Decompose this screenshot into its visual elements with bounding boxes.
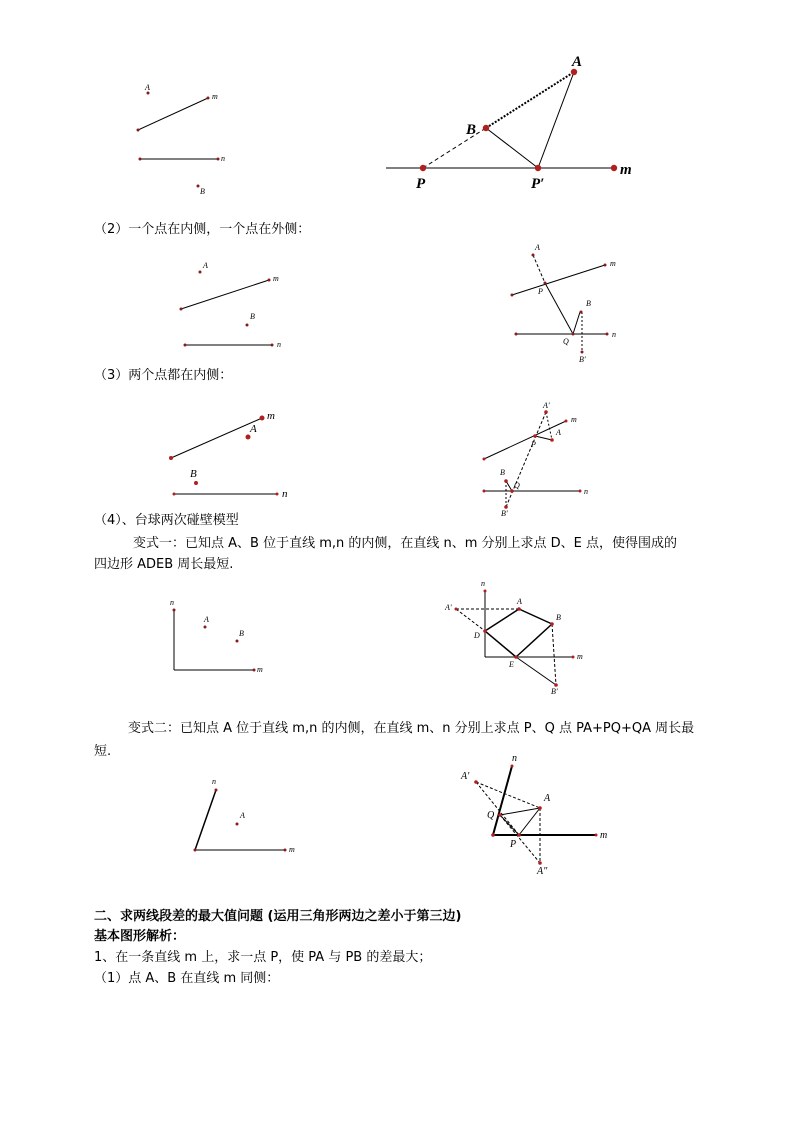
label-n: n xyxy=(282,488,288,500)
question-1: 1、在一条直线 m 上，求一点 P，使 PA 与 PB 的差最大； xyxy=(94,950,432,965)
label-A: A xyxy=(203,261,208,270)
label-P-prime: P′ xyxy=(531,176,545,192)
label-B: B xyxy=(556,613,561,622)
label-Q: Q xyxy=(487,810,495,821)
label-m: m xyxy=(600,830,608,841)
label-m: m xyxy=(212,92,218,101)
label-m: m xyxy=(273,274,279,283)
variant-2-line-2: 短. xyxy=(94,744,112,759)
label-P: P xyxy=(538,287,543,296)
label-B: B xyxy=(200,187,205,196)
label-A: A xyxy=(535,243,540,252)
label-m: m xyxy=(610,259,616,268)
label-P: P xyxy=(510,839,517,850)
label-m: m xyxy=(267,410,275,422)
figure-1-right xyxy=(386,72,614,168)
label-B: B xyxy=(239,629,244,638)
figure-1-left xyxy=(138,98,218,159)
label-m: m xyxy=(289,845,295,854)
label-A: A xyxy=(145,83,150,92)
label-Q: Q xyxy=(514,481,520,490)
variant-2-line-1: 变式二：已知点 A 位于直线 m,n 的内侧，在直线 m、n 分别上求点 P、Q 点 PA+PQ+QA 周长最 xyxy=(128,721,695,736)
label-D: D xyxy=(474,631,480,640)
label-B-prime: B' xyxy=(579,355,586,364)
label-m: m xyxy=(571,415,577,424)
label-A: A xyxy=(544,793,551,804)
case-3-heading: （3）两个点都在内侧： xyxy=(94,368,233,383)
label-E: E xyxy=(509,660,514,669)
label-n: n xyxy=(212,777,216,786)
label-A: A xyxy=(204,615,209,624)
label-n: n xyxy=(584,487,588,496)
section-2-title: 二、求两线段差的最大值问题 (运用三角形两边之差小于第三边) xyxy=(94,909,462,924)
variant-1-line-2: 四边形 ADEB 周长最短. xyxy=(94,557,234,572)
label-P: P xyxy=(416,176,426,192)
label-B: B xyxy=(500,468,505,477)
label-A-double-prime: A" xyxy=(537,866,548,877)
question-1-case-1: （1）点 A、B 在直线 m 同侧： xyxy=(94,971,280,986)
label-A: A xyxy=(572,54,583,70)
label-B-prime: B' xyxy=(551,687,558,696)
label-A: A xyxy=(556,428,561,437)
label-n: n xyxy=(221,154,225,163)
label-B: B xyxy=(586,299,591,308)
label-n: n xyxy=(612,330,616,339)
label-A-prime: A' xyxy=(543,401,550,410)
basic-analysis-heading: 基本图形解析： xyxy=(94,929,186,944)
label-B: B xyxy=(250,312,255,321)
label-A: A xyxy=(240,811,245,820)
label-A: A xyxy=(250,423,257,435)
case-2-heading: （2）一个点在内侧，一个点在外侧： xyxy=(94,222,311,237)
label-n: n xyxy=(481,579,485,588)
label-m: m xyxy=(257,665,263,674)
variant-1-line-1: 变式一：已知点 A、B 位于直线 m,n 的内侧，在直线 n、m 分别上求点 D、E 点，使得围成的 xyxy=(133,536,678,551)
label-m: m xyxy=(577,652,583,661)
label-P: P xyxy=(531,440,536,449)
label-n: n xyxy=(170,598,174,607)
label-A: A xyxy=(517,597,522,606)
label-n: n xyxy=(512,753,517,764)
label-m: m xyxy=(620,162,632,178)
label-A-prime: A' xyxy=(445,603,452,612)
label-B: B xyxy=(190,468,197,480)
case-4-heading: （4）、台球两次碰壁模型 xyxy=(94,513,239,528)
label-A-prime: A' xyxy=(461,771,470,782)
label-Q: Q xyxy=(563,337,569,346)
label-B: B xyxy=(466,122,477,138)
label-B-prime: B' xyxy=(501,509,508,518)
label-n: n xyxy=(277,340,281,349)
